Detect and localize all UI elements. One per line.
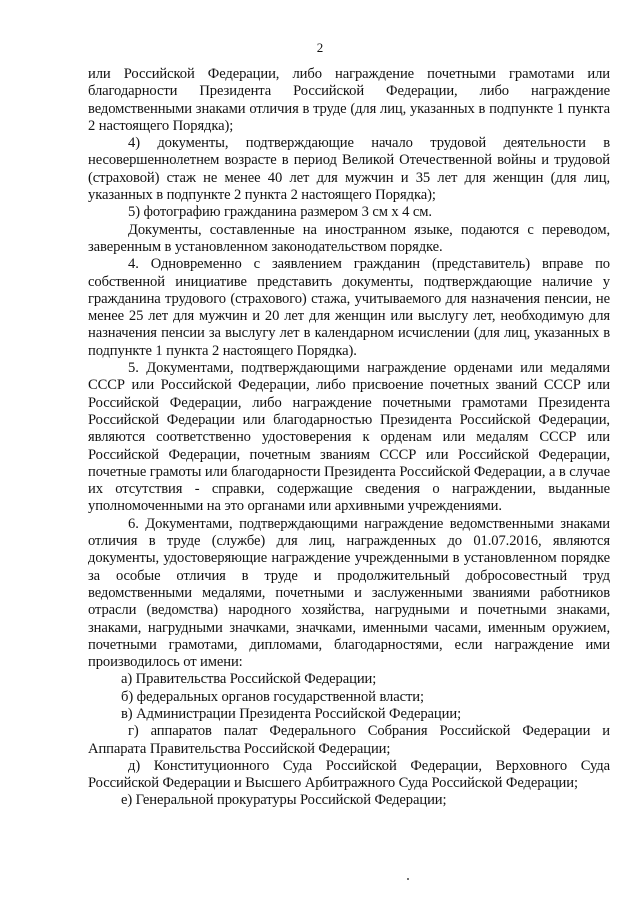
scan-speck (407, 878, 409, 880)
paragraph-item-4: 4) документы, подтверждающие начало трудовой деятельности в несовершеннолетнем возрасте в период Великой Отечественной войны и трудовой (страховой) стаж не менее 40 лет для мужчин и 35 лет для женщин (для лиц, указанных в подпункте 2 пункта 2 настоящего Порядка); (88, 135, 610, 204)
paragraph-continuation: или Российской Федерации, либо награждение почетными грамотами или благодарности Президента Российской Федерации, либо награждение ведомственными знаками отличия в труде (для лиц, указанных в подпункте 1 пункта 2 настоящего Порядка); (88, 66, 610, 134)
list-item: е) Генеральной прокуратуры Российской Федерации; (121, 792, 447, 809)
paragraph-foreign-documents: Документы, составленные на иностранном языке, подаются с переводом, заверенным в установленном законодательством порядке. (88, 221, 610, 255)
paragraph-clause-4: 4. Одновременно с заявлением гражданин (представитель) вправе по собственной инициативе представить документы, подтверждающие наличие у гражданина трудового (страхового) стажа, учитываемого для назначения пенсии, не менее 25 лет для мужчин и 20 лет для женщин или выслугу лет, необходимую для назначения пенсии за выслугу лет в календарном исчислении (для лиц, указанных в подпункте 1 пункта 2 настоящего Порядка). (88, 256, 610, 359)
list-item: в) Администрации Президента Российской Федерации; (121, 705, 462, 722)
paragraph-clause-5: 5. Документами, подтверждающими награждение орденами или медалями СССР или Российской Федерации, либо присвоение почетных званий СССР или Российской Федерации, либо награждение почетными грамотами Президента Российской Федерации или благодарностью Президента Российской Федерации, являются соответственно удостоверения к орденам или медалям СССР или Российской Федерации, почетным званиям СССР или Российской Федерации, почетные грамоты или благодарности Президента Российской Федерации, а в случае их отсутствия - справки, содержащие сведения о награждении, выданные уполномоченными на это органами или архивными учреждениями. (88, 360, 610, 515)
list-item: д) Конституционного Суда Российской Федерации, Верховного Суда Российской Федерации и Высшего Арбитражного Суда Российской Федерации; (88, 757, 610, 792)
list-item: б) федеральных органов государственной власти; (121, 688, 424, 705)
document-body (88, 66, 610, 810)
paragraph-item-5: 5) фотографию гражданина размером 3 см х 4 см. (128, 204, 432, 221)
page-number: 2 (316, 40, 324, 55)
list-item: г) аппаратов палат Федерального Собрания Российской Федерации и Аппарата Правительства Российской Федерации; (88, 723, 610, 757)
paragraph-clause-6: 6. Документами, подтверждающими награждение ведомственными знаками отличия в труде (службе) для лиц, награжденных до 01.07.2016, являются документы, удостоверяющие награждение учрежденными в установленном порядке за особые отличия в труде и продолжительный добросовестный труд ведомственными медалями, почетными и заслуженными званиями работников отрасли (ведомства) народного хозяйства, нагрудными и почетными знаками, знаками, нагрудными значками, значками, именными часами, именным оружием, почетными грамотами, дипломами, благодарностями, если награждение ими производилось от имени: (88, 515, 610, 671)
list-item: а) Правительства Российской Федерации; (121, 671, 377, 688)
